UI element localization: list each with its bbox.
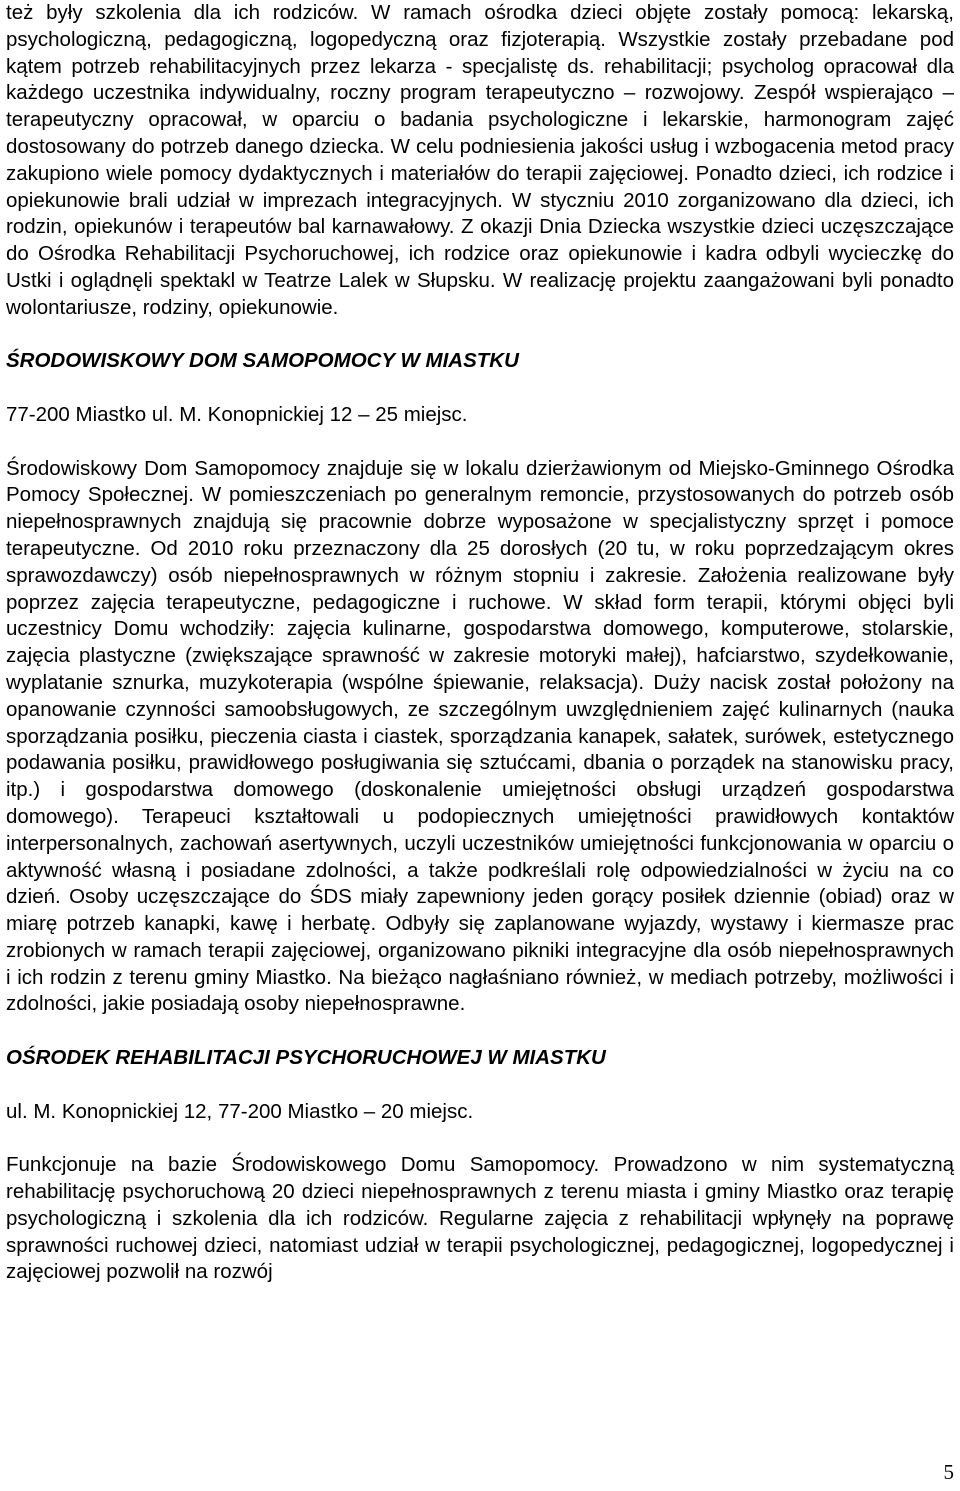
spacer <box>6 1018 954 1045</box>
paragraph-orp-continuation: też były szkolenia dla ich rodziców. W ramach ośrodka dzieci objęte zostały pomocą: lekarską, psychologiczną, pedagogiczną, logopedyczną oraz fizjoterapią. Wszystkie zostały przebadane pod kątem potrzeb rehabilitacyjnych przez lekarza - specjalistę ds. rehabilitacji; psycholog opracował dla każdego uczestnika indywidualny, roczny program terapeutyczno – rozwojowy. Zespół wspierająco – terapeutyczny opracował, w oparciu o badania psychologiczne i lekarskie, harmonogram zajęć dostosowany do potrzeb danego dziecka. W celu podniesienia jakości usług i wzbogacenia metod pracy zakupiono wiele pomocy dydaktycznych i materiałów do terapii zajęciowej. Ponadto dzieci, ich rodzice i opiekunowie brali udział w imprezach integracyjnych. W styczniu 2010 zorganizowano dla dzieci, ich rodzin, opiekunów i terapeutów bal karnawałowy. Z okazji Dnia Dziecka wszystkie dzieci uczęszczające do Ośrodka Rehabilitacji Psychoruchowej, ich rodzice oraz opiekunowie i kadra odbyli wycieczkę do Ustki i oglądnęli spektakl w Teatrze Lalek w Słupsku. W realizację projektu zaangażowani byli ponadto wolontariusze, rodziny, opiekunowie. <box>6 1 954 319</box>
spacer <box>6 1125 954 1152</box>
section-heading-orp: OŚRODEK REHABILITACJI PSYCHORUCHOWEJ W MIASTKU <box>6 1046 606 1070</box>
spacer <box>6 322 954 349</box>
section-address-orp: ul. M. Konopnickiej 12, 77-200 Miastko – 20 miejsc. <box>6 1099 474 1123</box>
paragraph-sds-description: Środowiskowy Dom Samopomocy znajduje się w lokalu dzierżawionym od Miejsko-Gminnego Ośrodka Pomocy Społecznej. W pomieszczeniach po generalnym remoncie, przystosowanych do potrzeb osób niepełnosprawnych znajdują się pracownie dobrze wyposażone w specjalistyczny sprzęt i pomoce terapeutyczne. Od 2010 roku przeznaczony dla 25 dorosłych (20 tu, w roku poprzedzającym okres sprawozdawczy) osób niepełnosprawnych w różnym stopniu i zakresie. Założenia realizowane były poprzez zajęcia terapeutyczne, pedagogiczne i ruchowe. W skład form terapii, którymi objęci byli uczestnicy Domu wchodziły: zajęcia kulinarne, gospodarstwa domowego, komputerowe, stolarskie, zajęcia plastyczne (zwiększające sprawność w zakresie motoryki małej), hafciarstwo, szydełkowanie, wyplatanie sznurka, muzykoterapia (wspólne śpiewanie, relaksacja). Duży nacisk został położony na opanowanie czynności samoobsługowych, ze szczególnym uwzględnieniem zajęć kulinarnych (nauka sporządzania posiłku, pieczenia ciasta i ciastek, sporządzania kanapek, sałatek, surówek, estetycznego podawania posiłku, prawidłowego posługiwania się sztućcami, dbania o porządek na stanowisku pracy, itp.) i gospodarstwa domowego (doskonalenie umiejętności obsługi urządzeń gospodarstwa domowego). Terapeuci kształtowali u podopiecznych umiejętności prawidłowych kontaktów interpersonalnych, zachowań asertywnych, uczyli uczestników umiejętności funkcjonowania w oparciu o aktywność własną i posiadane zdolności, a także podkreślali rolę odpowiedzialności w życiu na co dzień. Osoby uczęszczające do ŚDS miały zapewniony jeden gorący posiłek dziennie (obiad) oraz w miarę potrzeb kanapki, kawę i herbatę. Odbyły się zaplanowane wyjazdy, wystawy i kiermasze prac zrobionych w ramach terapii zajęciowej, organizowano pikniki integracyjne dla osób niepełnosprawnych i ich rodzin z terenu gminy Miastko. Na bieżąco nagłaśniano również, w mediach potrzeby, możliwości i zdolności, jakie posiadają osoby niepełnosprawne. <box>6 456 954 1016</box>
spacer <box>6 375 954 402</box>
spacer <box>6 429 954 456</box>
spacer <box>6 1072 954 1099</box>
paragraph-orp-description: Funkcjonuje na bazie Środowiskowego Domu Samopomocy. Prowadzono w nim systematyczną rehabilitację psychoruchową 20 dzieci niepełnosprawnych z terenu miasta i gminy Miastko oraz terapię psychologiczną i szkolenia dla ich rodziców. Regularne zajęcia z rehabilitacji wpłynęły na poprawę sprawności ruchowej dzieci, natomiast udział w terapii psychologicznej, pedagogicznej, logopedycznej i zajęciowej pozwolił na rozwój <box>6 1153 954 1284</box>
page-number: 5 <box>943 1460 954 1484</box>
section-address-sds: 77-200 Miastko ul. M. Konopnickiej 12 – 25 miejsc. <box>6 402 468 426</box>
document-page <box>6 0 954 1286</box>
section-heading-sds: ŚRODOWISKOWY DOM SAMOPOMOCY W MIASTKU <box>6 349 519 373</box>
